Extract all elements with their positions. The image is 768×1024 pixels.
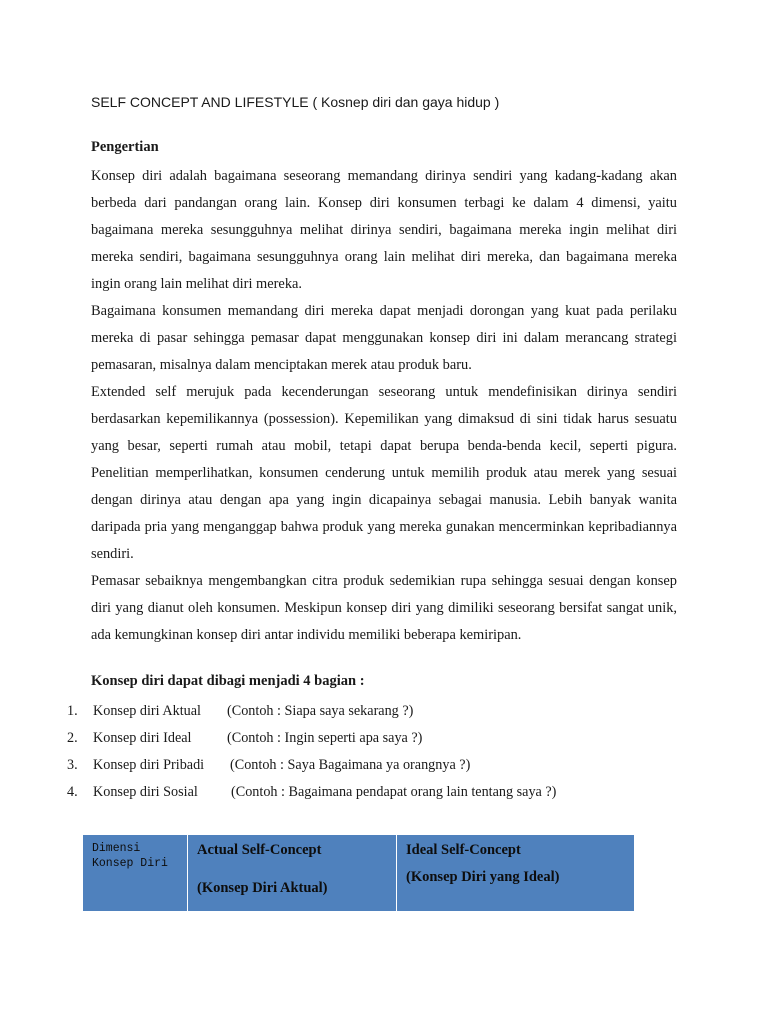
- list-number: 4.: [67, 784, 78, 800]
- dimension-table: [82, 834, 635, 912]
- list-item-name: Konsep diri Ideal: [93, 730, 192, 746]
- paragraph-1: Konsep diri adalah bagaimana seseorang memandang dirinya sendiri yang kadang-kadang akan berbeda dari pandangan orang lain. Konsep diri konsumen terbagi ke dalam 4 dimensi, yaitu bagaimana mereka sesungguhnya melihat dirinya sendiri, bagaimana mereka ingin melihat diri mereka sendiri, bagaimana sesungguhnya orang lain melihat diri mereka, dan bagaimana mereka ingin orang lain melihat diri mereka.: [91, 168, 677, 292]
- list-item-example: (Contoh : Bagaimana pendapat orang lain tentang saya ?): [231, 784, 557, 800]
- section-heading: Pengertian: [91, 139, 159, 155]
- body-text: [91, 163, 677, 649]
- table-cell-actual: [188, 835, 397, 912]
- paragraph-3: Extended self merujuk pada kecenderungan seseorang untuk mendefinisikan dirinya sendiri berdasarkan kepemilikannya (possession). Kepemilikan yang dimaksud di sini tidak harus sesuatu yang besar, seperti rumah atau mobil, tetapi dapat berupa benda-benda kecil, seperti pigura. Penelitian memperlihatkan, konsumen cenderung untuk memilih produk atau merek yang sesuai dengan dirinya atau dengan apa yang ingin dicapainya sebagai manusia. Lebih banyak wanita daripada pria yang menganggap bahwa produk yang mereka gunakan mencerminkan kepribadiannya sendiri.: [91, 384, 677, 562]
- list-item-name: Konsep diri Aktual: [93, 703, 201, 719]
- list-number: 2.: [67, 730, 78, 746]
- cell-text: Konsep Diri: [92, 857, 168, 870]
- list-number: 3.: [67, 757, 78, 773]
- table-cell-dimension: [83, 835, 188, 912]
- paragraph-2: Bagaimana konsumen memandang diri mereka dapat menjadi dorongan yang kuat pada perilaku mereka di pasar sehingga pemasar dapat menggunakan konsep diri ini dalam merancang strategi pemasaran, misalnya dalam menciptakan merek atau produk baru.: [91, 303, 677, 373]
- list-item-example: (Contoh : Ingin seperti apa saya ?): [227, 730, 423, 746]
- table-row: [83, 835, 635, 912]
- list-item-name: Konsep diri Pribadi: [93, 757, 205, 773]
- cell-text: Dimensi: [92, 842, 141, 855]
- cell-title: Ideal Self-Concept: [406, 842, 521, 858]
- list-item-example: (Contoh : Saya Bagaimana ya orangnya ?): [230, 757, 471, 773]
- list-item-example: (Contoh : Siapa saya sekarang ?): [227, 703, 414, 719]
- paragraph-4: Pemasar sebaiknya mengembangkan citra produk sedemikian rupa sehingga sesuai dengan konsep diri yang dianut oleh konsumen. Meskipun konsep diri yang dimiliki seseorang bersifat sangat unik, ada kemungkinan konsep diri antar individu memiliki beberapa kemiripan.: [91, 573, 677, 643]
- cell-subtitle: (Konsep Diri yang Ideal): [406, 869, 560, 885]
- table-cell-ideal: [397, 835, 635, 912]
- list-heading: Konsep diri dapat dibagi menjadi 4 bagian :: [91, 673, 365, 689]
- list-number: 1.: [67, 703, 78, 719]
- list-item-name: Konsep diri Sosial: [93, 784, 198, 800]
- cell-title: Actual Self-Concept: [197, 842, 322, 858]
- document-title: SELF CONCEPT AND LIFESTYLE ( Kosnep diri dan gaya hidup ): [91, 94, 500, 110]
- cell-subtitle: (Konsep Diri Aktual): [197, 880, 328, 896]
